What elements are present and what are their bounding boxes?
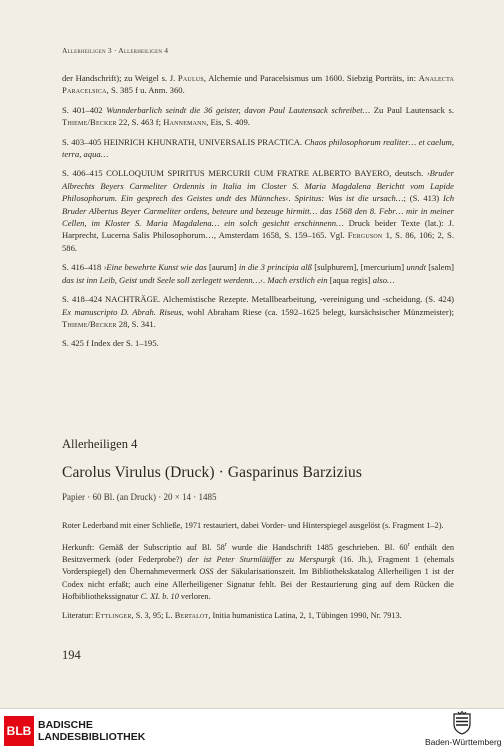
paragraphs-run: , Alchemie und Paracelsismus um 1600. Siebzig Porträts, in: [203,73,419,83]
description-run: enthält den Besitzvermerk (oder Federprobe?) [62,542,454,565]
description-run: C. XI. b. 10 [140,591,179,601]
paragraphs-run: [sulphurem], [mercurium] [311,262,407,273]
description-run: , Initia humanistica Latina, 2, 1, Tübingen 1990, Nr. 7913. [208,610,402,620]
description-run: der ist Peter Sturmläüffer zu Merspurgk [187,555,336,565]
library-name[interactable] [38,719,145,743]
paragraphs-paragraph [62,293,454,330]
description-run: r [407,542,410,549]
paragraphs-run: Zu Paul Lautensack s. [370,104,454,115]
description-run: Ettlinger [95,610,132,620]
baden-wuerttemberg-crest-icon [451,711,473,735]
running-head: Allerheiligen 3 · Allerheiligen 4 [62,46,169,55]
paragraphs-run: , wohl Abraham Riese (ca. 1592–1625 belegt, kursächsischer Münzmeister); [181,306,454,317]
paragraphs-run: Ferguson [347,230,383,241]
paragraphs-run: Ich Bruder Albertus Beyer Carmeliter ordens, beteure und bezeuge hirmitt… das 1568 den 8. Febr… mir in meiner Cellen, im Kloster S. Maria Magdalena… ein solch gesichtt erschinnenn… [62,193,454,229]
paragraphs-run: S. 416–418 [62,262,104,273]
paragraphs-paragraph [62,136,454,161]
paragraphs-run: ; (S. 413) [403,193,444,204]
description-paragraph [62,610,454,622]
paragraphs-run: 22, S. 463 f; [116,117,164,128]
page-number: 194 [62,648,81,662]
paragraphs-paragraph [62,72,454,97]
description-run: r [224,542,227,549]
paragraphs-run: also… [372,274,395,285]
paragraphs-run: Paulus [177,73,204,83]
description-run: wurde die Handschrift 1485 geschrieben. Bl. 60 [226,542,408,552]
description-run: Herkunft: Gemäß der Subscriptio auf Bl. 58 [62,542,225,552]
paragraphs-run: S. 401–402 [62,104,107,115]
section-title: Allerheiligen 4 [62,437,138,451]
description-paragraph [62,520,454,532]
entry-title: Carolus Virulus (Druck) · Gasparinus Barzizius [62,464,362,481]
paragraphs-run: Hannemann [163,117,207,128]
description-run: (16. Jh.), Fragment 1 (ehemals Vorderspiegel) den Übernahmevermerk [62,555,454,577]
paragraphs-run: ›Eine bewehrte Kunst wie das [103,262,207,273]
description-run: Roter Lederband mit einer Schließe, 1971 restauriert, dabei Vorder- und Hinterspiegel ausgelöst (s. Fragment 1–2). [62,521,444,530]
paragraphs-run: [aurum] [206,262,239,273]
paragraphs-paragraph [62,104,454,129]
paragraphs-run: unndt [406,262,426,273]
paragraphs-run: S. 403–405 HEINRICH KHUNRATH, UNIVERSALIS PRACTICA. [62,136,305,147]
paragraphs-run: Thieme/Becker [62,318,117,329]
paragraphs-run: [aqua regis] [327,274,373,285]
paragraphs-run: Wunnderbarlich seindt die 36 geister, davon Paul Lautensack schreibet… [106,104,371,115]
paragraphs-run: [salem] [425,262,454,273]
body-text [62,72,454,357]
library-name-line1: BADISCHE [38,719,93,731]
paragraphs-run: Druck beider Texte (lat.): J. Harprecht, Lucerna Salis Philosophorum…, Amsterdam 1658, S. 159–165. Vgl. [62,218,455,241]
paragraphs-run: ›Bruder Albrechts Beyers Carmeliter Ordennis in Italia im Closter S. Maria Magdalena Berichtt vom Lapide Philosophorum. Ein gesprech des Geistes undt des Münnches‹. Spiritus: Was ist die ursach… [62,168,454,204]
description-run: OSS [199,567,214,577]
description-text [62,520,454,629]
description-run: verloren. [178,591,211,601]
description-run: Literatur: [62,610,96,620]
paragraphs-run: Chaos philosophorum realiter… et caelum, terra, aqua… [62,136,454,160]
paragraphs-run: Analecta Paracelsica [62,73,454,96]
paragraphs-run: , S. 385 f u. Anm. 360. [106,85,185,96]
paragraphs-run: 28, S. 341. [116,318,156,329]
blb-logo-icon[interactable]: BLB [4,716,34,746]
paragraphs-run: Ex manuscripto D. Abrah. Riseus [62,306,182,317]
paragraphs-run: S. 406–415 COLLOQUIUM SPIRITUS MERCURII CUM FRATRE ALBERTO BAYERO, deutsch. [62,168,427,179]
library-name-line2: LANDESBIBLIOTHEK [38,731,146,743]
paragraphs-run: der Handschrift); zu Weigel s. J. [62,73,178,83]
paragraphs-paragraph [62,337,454,349]
description-paragraph [62,539,454,603]
footer-bar [0,708,504,754]
paragraphs-run: , Eis, S. 409. [206,117,250,128]
paragraphs-run: das ist inn Leib, Geist undt Seele soll zerlegett werdenn…‹. Mach erstlich ein [62,274,328,285]
description-run: der Säkularisationszeit. Im Bibliothekskatalog Allerheiligen 1 ist der Codex nicht erfaßt; auch eine Allerheiligener Signatur fehlt. Bei der Restaurierung ging auf dem Rücken die Hofbibliothekssignatur [62,567,454,601]
paragraphs-run: in die 3 principia alß [238,262,312,273]
paragraphs-paragraph [62,167,454,254]
paragraphs-paragraph [62,261,454,286]
paragraphs-run: S. 425 f Index der S. 1–195. [62,338,159,349]
paragraphs-run: 1, S. 86, 106; 2, S. 586. [62,230,454,253]
meta-line: Papier · 60 Bl. (an Druck) · 20 × 14 · 1485 [62,492,217,502]
description-run: Bertalot [174,610,209,620]
paragraphs-run: S. 418–424 NACHTRÄGE. Alchemistische Rezepte. Metallbearbeitung, -vereinigung und -scheidung. (S. 424) [62,294,454,305]
description-run: , S. 3, 95; L. [131,610,175,620]
state-label: Baden-Württemberg [425,737,502,747]
paragraphs-run: Thieme/Becker [62,117,117,128]
